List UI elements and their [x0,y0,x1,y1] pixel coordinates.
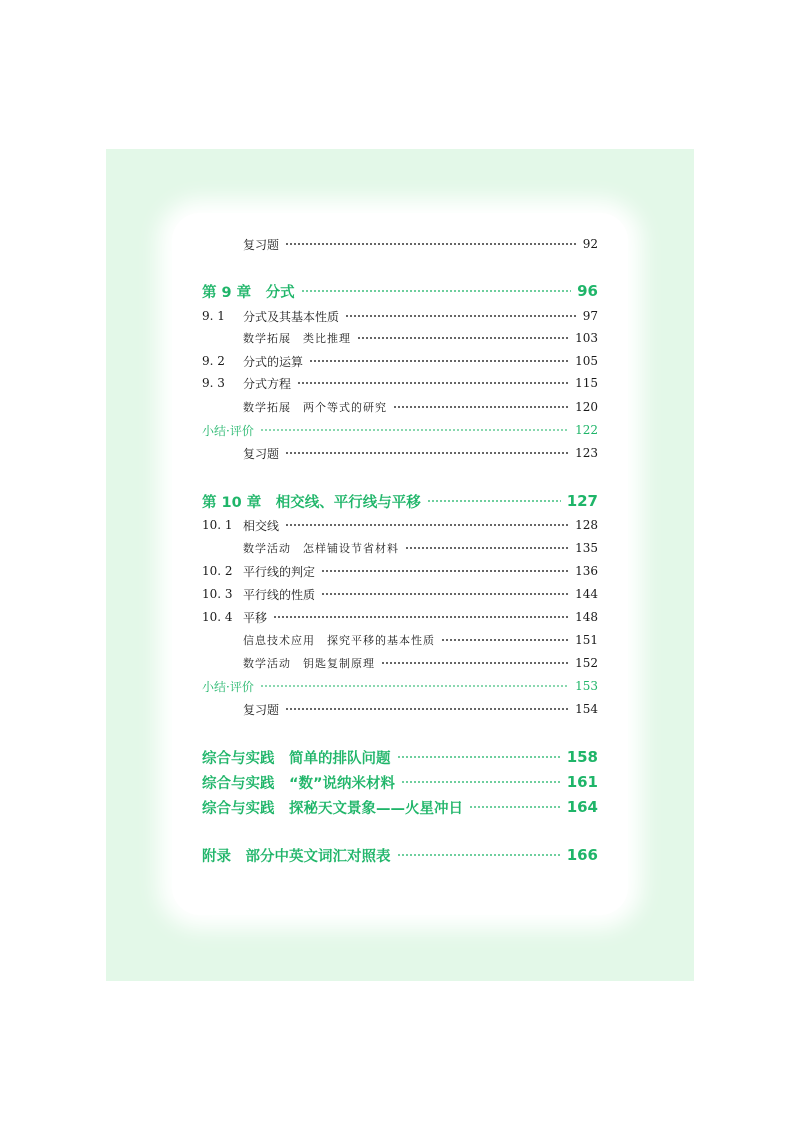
toc-subentry-9-1-extension[interactable] [202,327,598,349]
toc-entry-title: 数学拓展 两个等式的研究 [243,401,387,414]
leader-dots [345,315,577,317]
toc-entry-title: 数学活动 怎样铺设节省材料 [243,542,399,555]
toc-subentry-10-4-it[interactable] [202,629,598,651]
toc-subentry-10-1-activity[interactable] [202,537,598,559]
toc-page-number: 166 [566,846,598,864]
toc-entry-title: 分式方程 [243,376,292,391]
toc-page-number: 127 [566,492,598,510]
toc-section-10-1[interactable] [202,514,598,536]
toc-section-10-3[interactable] [202,583,598,605]
leader-dots [260,429,569,431]
toc-chapter-9[interactable] [202,280,598,302]
section-number: 10. 2 [202,564,233,578]
toc-page-number: 161 [566,773,598,791]
toc-section-10-4[interactable] [202,606,598,628]
practice-title: 综合与实践 简单的排队问题 [202,750,391,767]
toc-entry-review[interactable] [202,442,598,464]
leader-dots [397,854,561,856]
toc-entry-title: 平行线的判定 [243,564,316,579]
leader-dots [441,639,569,641]
toc-entry-title: 平移 [243,610,268,625]
toc-entry-title: 数学拓展 类比推理 [243,332,351,345]
leader-dots [285,243,577,245]
toc-entry-title: 分式及其基本性质 [243,309,340,324]
leader-dots [285,708,569,710]
toc-page-number: 153 [575,679,598,693]
section-number: 9. 2 [202,354,225,368]
leader-dots [405,547,569,549]
chapter-title: 第 10 章 相交线、平行线与平移 [202,494,421,511]
toc-practice-nano[interactable] [202,771,598,793]
toc-page-number: 135 [575,541,598,555]
leader-dots [273,616,569,618]
leader-dots [285,524,569,526]
leader-dots [297,382,569,384]
toc-entry-title: 复习题 [243,702,280,717]
toc-appendix[interactable] [202,844,598,866]
leader-dots [381,662,569,664]
toc-page-number: 144 [575,587,598,601]
section-number: 10. 1 [202,518,233,532]
practice-title: 综合与实践 探秘天文景象——火星冲日 [202,800,463,817]
toc-section-10-2[interactable] [202,560,598,582]
toc-entry-title: 小结·评价 [202,423,254,438]
leader-dots [321,593,569,595]
toc-page-number: 164 [566,798,598,816]
toc-page-number: 128 [575,518,598,532]
toc-subentry-10-4-activity[interactable] [202,652,598,674]
toc-entry-title: 相交线 [243,518,280,533]
toc-page-number: 105 [575,354,598,368]
leader-dots [401,781,561,783]
toc-summary-10[interactable] [202,675,598,697]
toc-entry-title: 复习题 [243,446,280,461]
leader-dots [321,570,569,572]
toc-page-number: 123 [575,446,598,460]
toc-page-number: 97 [582,309,598,323]
toc-page-number: 122 [575,423,598,437]
toc-entry-review[interactable] [202,698,598,720]
leader-dots [285,452,569,454]
leader-dots [260,685,569,687]
toc-page-number: 92 [582,237,598,251]
toc-chapter-10[interactable] [202,490,598,512]
toc-entry-title: 信息技术应用 探究平移的基本性质 [243,634,435,647]
toc-page-number: 96 [577,282,598,300]
leader-dots [397,756,561,758]
section-number: 10. 4 [202,610,233,624]
toc-page-number: 120 [575,400,598,414]
appendix-title: 附录 部分中英文词汇对照表 [202,848,391,865]
toc-section-9-2[interactable] [202,350,598,372]
toc-page-number: 158 [566,748,598,766]
leader-dots [469,806,561,808]
leader-dots [427,500,561,502]
toc-page-number: 148 [575,610,598,624]
toc-summary-9[interactable] [202,419,598,441]
toc-entry-title: 分式的运算 [243,354,304,369]
toc-entry-review[interactable] [202,233,598,255]
toc-entry-title: 复习题 [243,237,280,252]
practice-title: 综合与实践 “数”说纳米材料 [202,775,396,792]
section-number: 10. 3 [202,587,233,601]
toc-entry-title: 平行线的性质 [243,587,316,602]
toc-practice-queue[interactable] [202,746,598,768]
toc-entry-title: 数学活动 钥匙复制原理 [243,657,375,670]
toc-section-9-1[interactable] [202,305,598,327]
toc-subentry-9-3-extension[interactable] [202,396,598,418]
toc-page-number: 103 [575,331,598,345]
toc-entry-title: 小结·评价 [202,679,254,694]
toc-page-number: 115 [575,376,598,390]
toc-page-number: 154 [575,702,598,716]
chapter-title: 第 9 章 分式 [202,284,295,301]
toc-page-number: 152 [575,656,598,670]
toc-section-9-3[interactable] [202,372,598,394]
toc-page-number: 136 [575,564,598,578]
section-number: 9. 3 [202,376,225,390]
leader-dots [357,337,569,339]
leader-dots [393,406,569,408]
leader-dots [301,290,571,292]
toc-practice-mars[interactable] [202,796,598,818]
section-number: 9. 1 [202,309,225,323]
toc-page-number: 151 [575,633,598,647]
leader-dots [309,360,569,362]
